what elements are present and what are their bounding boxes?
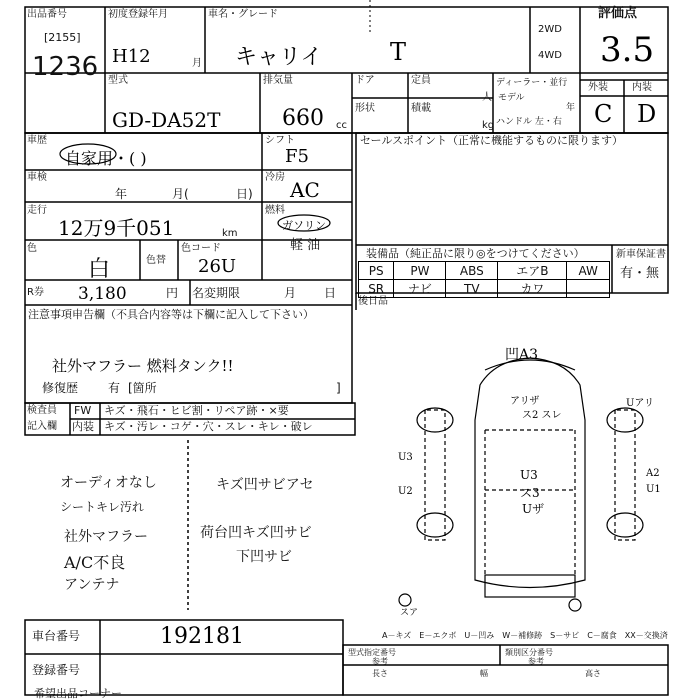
color-value: 白 [88, 257, 111, 282]
car-name-value: キャリイ [235, 45, 323, 70]
diagram-note-2: ス2 スレ [522, 410, 562, 421]
guarantee-value: 有・無 [620, 266, 660, 281]
inspection-month: 月( [172, 187, 189, 201]
right-side-outline [615, 410, 635, 540]
aircon-label: 冷房 [265, 172, 285, 183]
dealer-label: ディーラー・並行 [496, 78, 568, 88]
color-change-label: 色替 [146, 255, 166, 266]
capacity-label: 定員 [411, 75, 431, 86]
diagram-note-5: U2 [398, 486, 413, 497]
inspector-label-1: 検査員 [27, 405, 57, 416]
wheel-rear-left [417, 513, 453, 537]
comment-right-1: キズ凹サビアセ [216, 477, 314, 493]
equip-sr: SR [359, 280, 394, 298]
inspector-row2: キズ・汚レ・コゲ・穴・スレ・キレ・破レ [104, 420, 313, 433]
inspection-year: 年 [115, 187, 128, 201]
displacement-value: 660 [282, 106, 324, 131]
equipment-table [358, 261, 610, 298]
drive-4wd: 4WD [538, 50, 562, 61]
diagram-note-10: U1 [646, 484, 661, 495]
shape-label: 形状 [355, 103, 375, 114]
equip-navi: ナビ [394, 280, 446, 298]
equip-tv: TV [446, 280, 498, 298]
equip-ps: PS [359, 262, 394, 280]
exterior-label: 外装 [588, 82, 608, 93]
wheel-rear-right [607, 513, 643, 537]
inspector-interior: 内装 [72, 420, 94, 433]
lot-number-label: 出品番号 [27, 9, 67, 20]
category-label: 類別区分番号 [505, 648, 553, 657]
score-value: 3.5 [600, 30, 655, 70]
grade-value: T [390, 38, 407, 66]
inspector-label-2: 記入欄 [27, 421, 57, 432]
repair-value: 有 [108, 381, 121, 395]
first-registration-value: H12 [112, 46, 151, 67]
length-label: 長さ [372, 669, 388, 678]
recycle-label: R券 [27, 287, 44, 298]
model-spec-ref: 参考 [372, 657, 388, 666]
load-label: 積載 [411, 103, 431, 114]
lot-number: 1236 [32, 52, 99, 82]
wheel-front-right [607, 408, 643, 432]
recycle-yen: 円 [166, 286, 179, 300]
interior-grade: D [637, 100, 657, 128]
repair-place-end: ] [336, 381, 341, 395]
equip-abs: ABS [446, 262, 498, 280]
diagram-legend: A－キズ E－エクボ U－凹み W－補修跡 S－サビ C－腐食 XX－交換済 [382, 631, 668, 640]
diagram-note-3: Uアリ [626, 398, 655, 409]
fuel-gasoline: ガソリン [282, 219, 326, 232]
comment-left-3: 社外マフラー [64, 529, 148, 545]
category-ref: 参考 [528, 657, 544, 666]
shift-label: シフト [265, 135, 295, 146]
model-spec-label: 型式指定番号 [348, 648, 396, 657]
name-change-month: 月 [284, 286, 297, 300]
comment-left-4: A/C不良 [64, 553, 126, 572]
fuel-diesel: 軽 油 [290, 238, 321, 253]
mileage-label: 走行 [27, 205, 47, 216]
name-change-label: 名変期限 [192, 286, 241, 300]
diagram-note-7: ス3 [520, 486, 540, 500]
width-label: 幅 [480, 669, 488, 678]
fuel-circle-mark [276, 213, 332, 233]
color-code-label: 色コード [181, 243, 221, 254]
car-name-label: 車名・グレード [208, 9, 278, 20]
inspector-fw: FW [74, 404, 92, 417]
equip-empty [567, 280, 610, 298]
model-value: GD-DA52T [112, 108, 221, 132]
diagram-top-note: 凹A3 [505, 347, 539, 363]
repair-place: [箇所 [128, 381, 157, 395]
equipment-title: 装備品（純正品に限り◎をつけてください） [366, 247, 585, 260]
load-unit: kg [482, 120, 495, 131]
model-year-suffix: 年 [566, 103, 576, 113]
equip-airbag: エアB [498, 262, 567, 280]
first-registration-month: 月 [192, 58, 202, 69]
interior-label: 内装 [632, 82, 652, 93]
aircon-value: AC [290, 178, 320, 202]
drive-2wd: 2WD [538, 24, 562, 35]
comment-right-3: 下凹サビ [236, 549, 292, 565]
notes-value: 社外マフラー 燃料タンク!! [52, 357, 234, 375]
diagram-note-6: U3 [520, 468, 538, 482]
color-label: 色 [27, 243, 37, 254]
sales-point-label: セールスポイント（正常に機能するものに限ります） [360, 134, 624, 147]
mileage-value: 12万9千051 [58, 216, 175, 240]
history-label: 車歴 [27, 135, 47, 146]
rear-light-mark [569, 599, 581, 611]
diagram-note-1: アリザ [510, 396, 540, 407]
model-year-label: モデル [498, 93, 525, 103]
exterior-grade: C [594, 100, 613, 128]
registration-label: 登録番号 [32, 663, 81, 677]
wheel-front-left [417, 408, 453, 432]
lot-sub-number: [2155] [44, 31, 81, 44]
diagram-note-4: U3 [398, 452, 413, 463]
diagram-note-9: A2 [646, 468, 660, 479]
rear-items-label: 後日品 [358, 296, 388, 307]
history-circle-mark [58, 142, 118, 166]
displacement-unit: cc [336, 120, 347, 131]
notes-label: 注意事項申告欄（不具合内容等は下欄に記入して下さい） [28, 308, 314, 321]
first-registration-label: 初度登録年月 [108, 9, 168, 20]
comment-left-1: オーディオなし [60, 475, 157, 491]
color-code-value: 26U [198, 256, 237, 277]
guarantee-label: 新車保証書 [616, 249, 666, 260]
comment-left-5: アンテナ [64, 577, 120, 593]
equip-pw: PW [394, 262, 446, 280]
score-label: 評価点 [598, 6, 638, 21]
diagram-note-8: Uザ [522, 502, 545, 516]
inspection-day: 日) [236, 187, 253, 201]
name-change-day: 日 [324, 286, 337, 300]
equip-leather: カワ [498, 280, 567, 298]
comment-right-2: 荷台凹キズ凹サビ [200, 525, 312, 541]
model-label: 型式 [108, 75, 128, 86]
shift-value: F5 [285, 146, 309, 167]
displacement-label: 排気量 [263, 75, 293, 86]
capacity-unit: 人 [482, 92, 492, 103]
history-value: 自家用・( ) [65, 149, 147, 168]
door-label: ドア [355, 75, 375, 86]
footer-label: 希望出品コーナー [34, 687, 122, 700]
chassis-value: 192181 [160, 624, 244, 649]
repair-label: 修復歴 [42, 381, 79, 395]
comment-left-2: シートキレ汚れ [60, 500, 144, 514]
inspector-row1: キズ・飛石・ヒビ割・リペア跡・×要 [104, 404, 289, 417]
handle-label: ハンドル 左・右 [496, 117, 562, 127]
fuel-label: 燃料 [265, 205, 285, 216]
mileage-unit: km [222, 228, 238, 239]
height-label: 高さ [585, 669, 601, 678]
chassis-label: 車台番号 [32, 629, 81, 643]
inspection-label: 車検 [27, 172, 47, 183]
recycle-value: 3,180 [78, 284, 127, 304]
left-side-outline [425, 410, 445, 540]
rear-gate [485, 575, 575, 597]
equip-aw: AW [567, 262, 610, 280]
diagram-note-11: スア [400, 608, 419, 618]
